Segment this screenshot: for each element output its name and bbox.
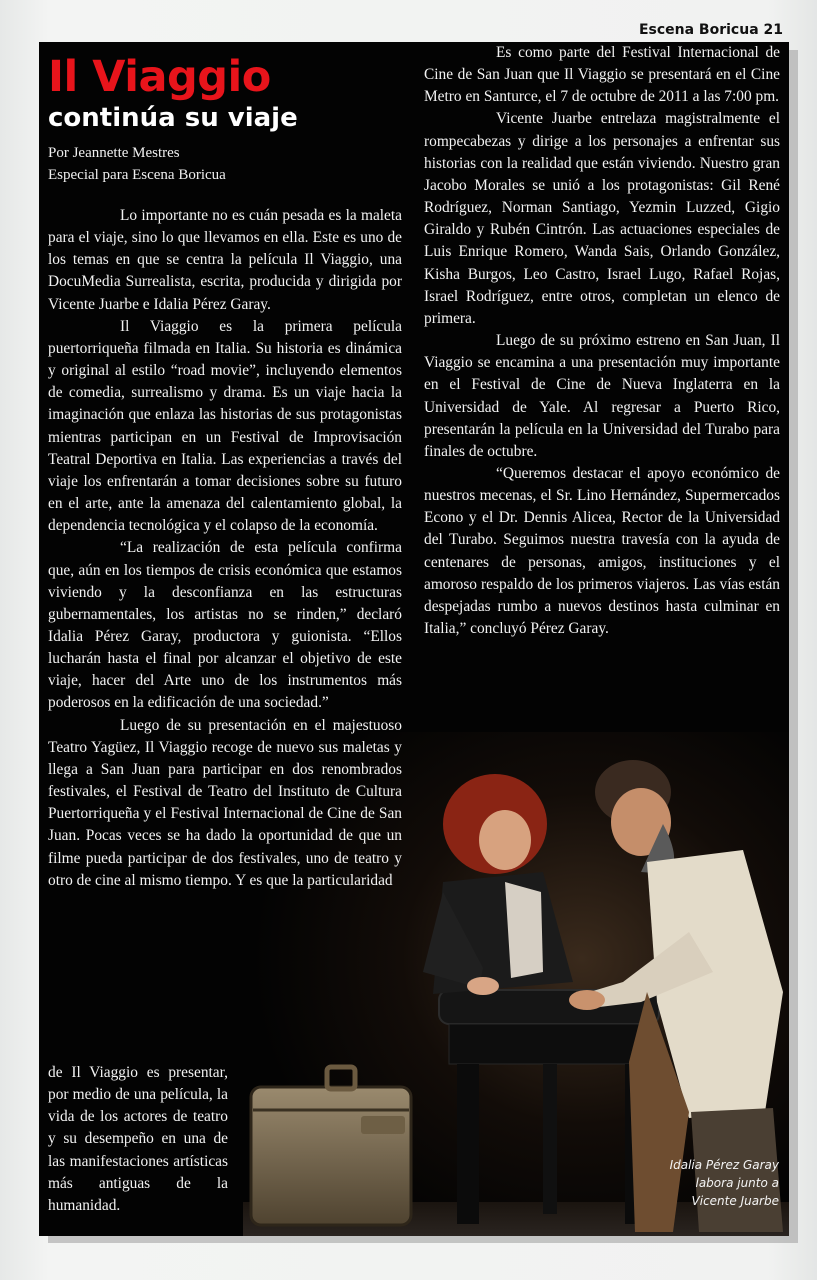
paragraph: Lo importante no es cuán pesada es la maleta para el viaje, sino lo que llevamos en ella. Este es uno de los temas en que se centra la película Il Viaggio, una DocuMedia Surrealista, escrita, producida y dirigida por Vicente Juarbe e Idalia Pérez Garay. [48,207,402,313]
right-column [424,42,780,640]
paragraph: Luego de su presentación en el majestuoso Teatro Yagüez, Il Viaggio recoge de nuevo sus maletas y llega a San Juan para participar en dos renombrados festivales, el Festival de Teatro del Instituto de Cultura Puertorriqueña y el Festival Internacional de Cine de San Juan. Pocas veces se ha dado la oportunidad de que un filme pueda participar de dos festivales, uno de teatro y otro de cine al mismo tiempo. Y es que la particularidad [48,716,402,889]
article-panel [39,42,789,1236]
byline-author: Por Jeannette Mestres [48,145,180,161]
paragraph: Il Viaggio es la primera película puertorriqueña filmada en Italia. Su historia es dinámica y original al estilo “road movie”, incluyendo elementos de comedia, surrealismo y drama. Es un viaje hacia la imaginación que enlaza las historias de sus protagonistas mientras participan en un Festival de Improvisación Teatral Deportiva en Italia. Las experiencias a través del viaje los enfrentarán a tomar decisiones sobre su futuro en el arte, ante la amenaza del calentamiento global, la dependencia tecnológica y el colapso de la economía. [48,317,402,535]
left-column-continued [48,1062,228,1217]
caption-line: labora junto a [695,1176,779,1190]
paragraph: “La realización de esta película confirma que, aún en los tiempos de crisis económica que estamos viviendo y la desconfianza en las estructuras gubernamentales, los artistas no se rinden,” declaró Idalia Pérez Garay, productora y guionista. “Ellos lucharán hasta el final por alcanzar el objetivo de este viaje, hacer del Arte uno de los instrumentos más poderosos en la edificación de una sociedad.” [48,539,402,712]
article-subtitle: continúa su viaje [48,103,298,133]
caption-line: Vicente Juarbe [691,1194,779,1208]
running-head: Escena Boricua 21 [638,22,783,38]
article-title: Il Viaggio [48,52,271,102]
photo-caption [619,1156,779,1210]
paragraph: de Il Viaggio es presentar, por medio de una película, la vida de los actores de teatro y su desempeño en una de las manifestaciones artísticas más antiguas de la humanidad. [48,1064,228,1214]
paragraph: Vicente Juarbe entrelaza magistralmente el rompecabezas y dirige a los personajes a enfrentar sus historias con la realidad que están viviendo. Nuestro gran Jacobo Morales se unió a los protagonistas: Gil René Rodríguez, Norman Santiago, Yezmin Luzzed, Gigio Giraldo y Rubén Cintrón. Las actuaciones especiales de Luis Enrique Romero, Wanda Sais, Orlando González, Kisha Burgos, Leo Castro, Israel Lugo, Rafael Rojas, Israel Rodríguez, entre otros, completan un elenco de primera. [424,110,780,327]
caption-line: Idalia Pérez Garay [669,1158,779,1172]
suitcase-image [251,1067,411,1225]
paragraph: Luego de su próximo estreno en San Juan, Il Viaggio se encamina a una presentación muy importante en el Festival de Cine de Nueva Inglaterra en la Universidad de Yale. Al regresar a Puerto Rico, presentarán la película en la Universidad del Turabo para finales de octubre. [424,332,780,460]
paragraph: Es como parte del Festival Internacional de Cine de San Juan que Il Viaggio se presentará en el Cine Metro en Santurce, el 7 de octubre de 2011 a las 7:00 pm. [424,44,780,106]
byline-role: Especial para Escena Boricua [48,167,226,183]
byline [48,142,226,186]
left-column [48,205,402,892]
paragraph: “Queremos destacar el apoyo económico de nuestros mecenas, el Sr. Lino Hernández, Supermercados Econo y el Dr. Dennis Alicea, Rector de la Universidad del Turabo. Seguimos nuestra travesía con la ayuda de centenares de personas, amigos, instituciones y el amoroso respaldo de los primeros viajeros. Las vías están despejadas rumbo a nuevos destinos hasta culminar en Italia,” concluyó Pérez Garay. [424,464,780,638]
